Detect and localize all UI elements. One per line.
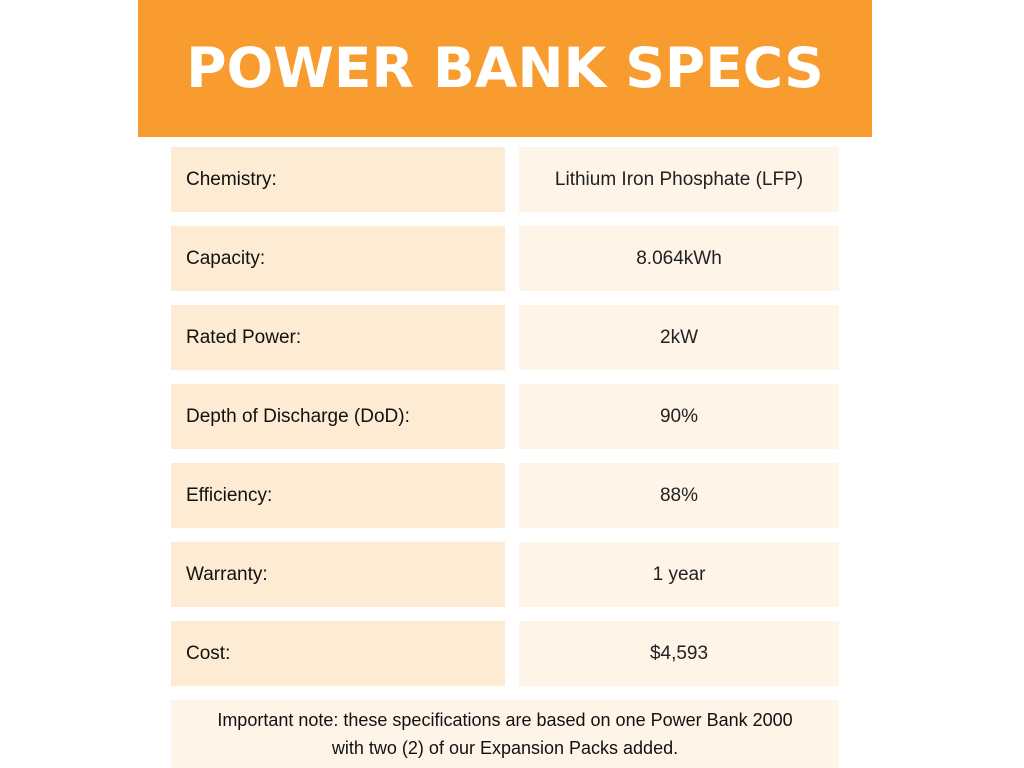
spec-label: Cost: (171, 621, 505, 686)
spec-label: Efficiency: (171, 463, 505, 528)
page-header (138, 0, 872, 137)
spec-row-efficiency (171, 463, 839, 528)
spec-row-cost (171, 621, 839, 686)
spec-value: $4,593 (519, 621, 839, 686)
spec-table (171, 147, 839, 700)
spec-label: Depth of Discharge (DoD): (171, 384, 505, 449)
spec-label: Capacity: (171, 226, 505, 291)
spec-value: 2kW (519, 305, 839, 370)
note-line-1: Important note: these specifications are based on one Power Bank 2000 (217, 710, 793, 730)
spec-label: Chemistry: (171, 147, 505, 212)
spec-label: Rated Power: (171, 305, 505, 370)
spec-row-chemistry (171, 147, 839, 212)
spec-row-rated-power (171, 305, 839, 370)
spec-value: Lithium Iron Phosphate (LFP) (519, 147, 839, 212)
spec-row-warranty (171, 542, 839, 607)
important-note (171, 700, 839, 768)
spec-label: Warranty: (171, 542, 505, 607)
spec-value: 8.064kWh (519, 226, 839, 291)
spec-value: 90% (519, 384, 839, 449)
spec-row-capacity (171, 226, 839, 291)
spec-row-depth-of-discharge (171, 384, 839, 449)
note-line-2: with two (2) of our Expansion Packs added. (331, 738, 679, 758)
page-title: POWER BANK SPECS (186, 36, 824, 100)
spec-value: 88% (519, 463, 839, 528)
spec-value: 1 year (519, 542, 839, 607)
